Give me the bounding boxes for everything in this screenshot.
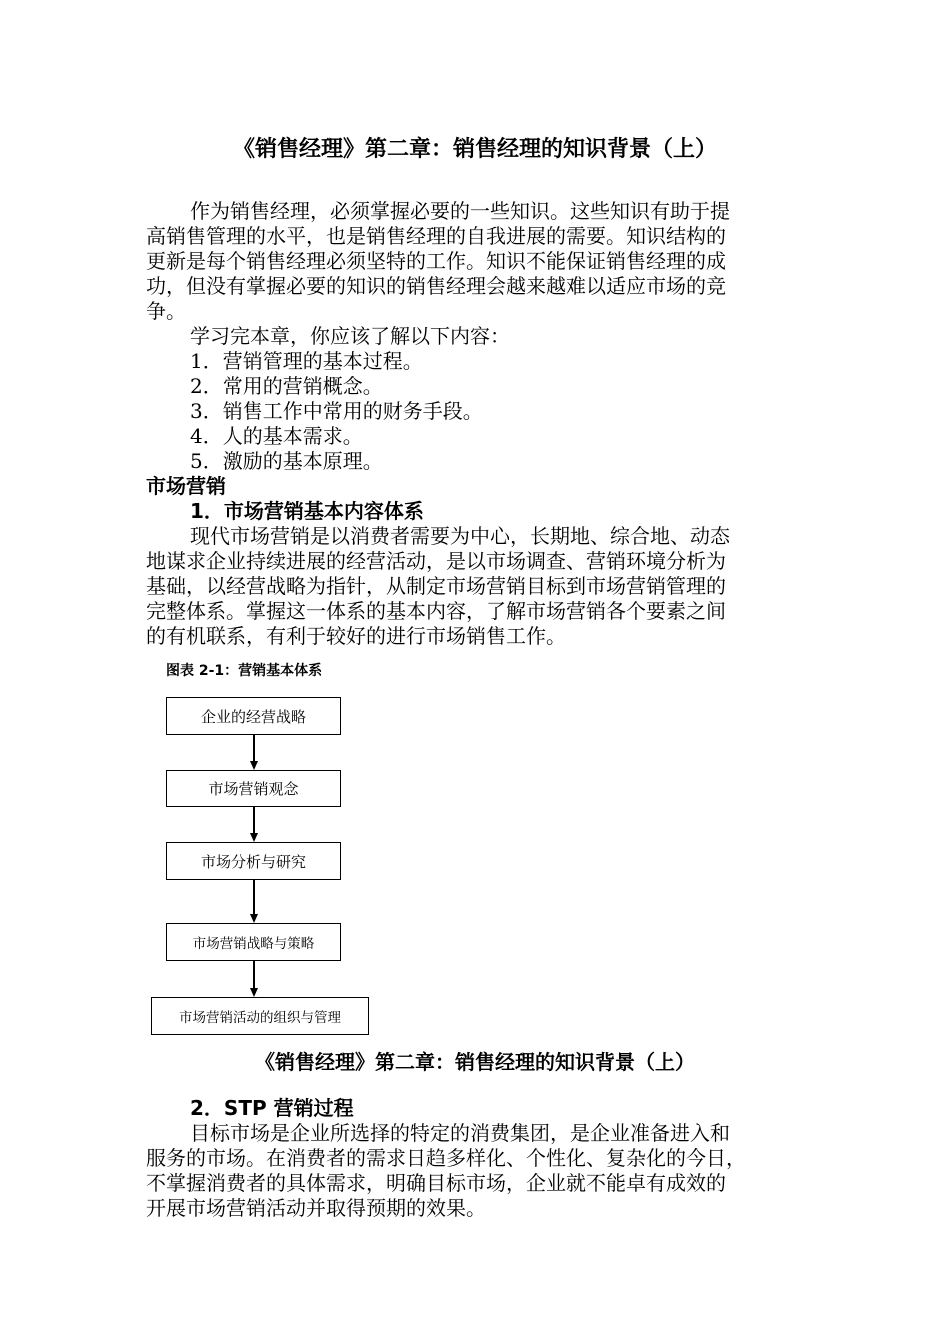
intro-line-2: 高销售管理的水平，也是销售经理的自我进展的需要。知识结构的 (146, 224, 726, 248)
body-line: 不掌握消费者的具体需求，明确目标市场，企业就不能卓有成效的 (146, 1171, 726, 1195)
body-line: 的有机联系，有利于较好的进行市场销售工作。 (146, 624, 566, 648)
intro-line-4: 功，但没有掌握必要的知识的销售经理会越来越难以适应市场的竞 (146, 274, 726, 298)
document-title: 《销售经理》第二章：销售经理的知识背景（上） (232, 137, 717, 162)
subsection-heading-2: 2．STP 营销过程 (190, 1096, 354, 1120)
flow-arrow-head (250, 988, 258, 997)
learn-item: 4．人的基本需求。 (190, 424, 363, 448)
body-line: 完整体系。掌握这一体系的基本内容，了解市场营销各个要素之间 (146, 599, 726, 623)
intro-line-1: 作为销售经理，必须掌握必要的一些知识。这些知识有助于提 (190, 199, 730, 223)
flow-box-concept: 市场营销观念 (166, 770, 341, 807)
flow-arrow-head (250, 914, 258, 923)
body-line: 现代市场营销是以消费者需要为中心，长期地、综合地、动态 (190, 524, 730, 548)
intro-line-3: 更新是每个销售经理必须坚特的工作。知识不能保证销售经理的成 (146, 249, 726, 273)
flow-arrow-head (250, 761, 258, 770)
flow-box-management: 市场营销活动的组织与管理 (151, 997, 369, 1035)
flow-box-tactics: 市场营销战略与策略 (166, 923, 341, 961)
body-line: 开展市场营销活动并取得预期的效果。 (146, 1196, 486, 1220)
flow-arrow (253, 961, 255, 989)
flow-box-strategy: 企业的经营战略 (166, 697, 341, 735)
body-line: 地谋求企业持续进展的经营活动，是以市场调查、营销环境分析为 (146, 549, 726, 573)
intro-line-5: 争。 (146, 299, 186, 323)
body-line: 基础，以经营战略为指针，从制定市场营销目标到市场营销管理的 (146, 574, 726, 598)
learn-item: 3．销售工作中常用的财务手段。 (190, 399, 483, 423)
learn-item: 5．激励的基本原理。 (190, 449, 383, 473)
subsection-heading-1: 1．市场营销基本内容体系 (190, 499, 424, 523)
learn-item: 1．营销管理的基本过程。 (190, 349, 423, 373)
learn-item: 2．常用的营销概念。 (190, 374, 383, 398)
learn-intro: 学习完本章，你应该了解以下内容： (190, 324, 510, 348)
flow-box-analysis: 市场分析与研究 (166, 842, 341, 880)
body-line: 目标市场是企业所选择的特定的消费集团，是企业准备进入和 (190, 1121, 730, 1145)
flow-arrow (253, 880, 255, 915)
flow-arrow-head (250, 833, 258, 842)
figure-caption: 图表 2-1：营销基本体系 (166, 663, 323, 679)
flow-arrow (253, 735, 255, 762)
running-title: 《销售经理》第二章：销售经理的知识背景（上） (255, 1050, 695, 1074)
flow-arrow (253, 807, 255, 834)
section-heading: 市场营销 (146, 474, 226, 498)
body-line: 服务的市场。在消费者的需求日趋多样化、个性化、复杂化的今日， (146, 1146, 746, 1170)
